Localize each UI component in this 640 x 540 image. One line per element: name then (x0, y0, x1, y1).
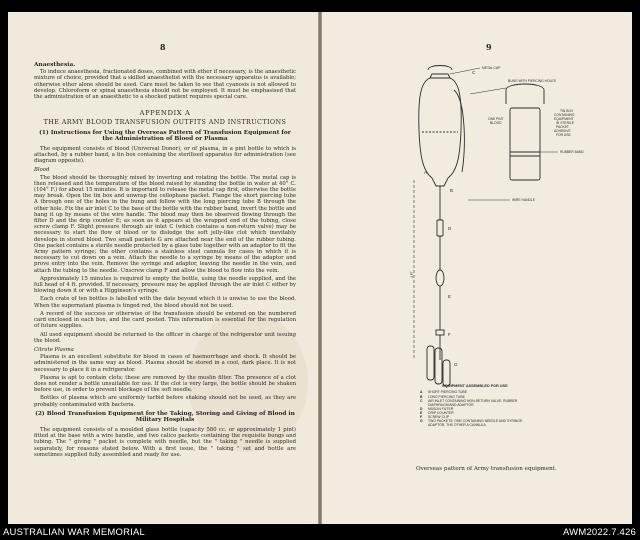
section-1-intro: The equipment consists of blood (Universal Donor), or of plasma, in a pint bottle to which is attached, by a rubber band, a tin box containing the sterilised apparatus for administration (see diagram opposite). (34, 145, 296, 165)
tin-box-shape (510, 108, 540, 180)
legend-text: DRIP COUNTER (428, 410, 454, 415)
label-letter-a: A (424, 170, 428, 175)
legend-text: SHORT PIERCING TUBE (428, 390, 468, 395)
label-letter-d: D (448, 226, 452, 231)
blood-subheading: Blood (34, 167, 50, 174)
label-letter-g: G (454, 362, 458, 367)
page-number-right: 9 (486, 42, 492, 52)
legend-title: EQUIPMENT ASSEMBLED FOR USE (442, 384, 508, 388)
legend-text: LONG PIERCING TUBE (428, 394, 465, 399)
wire-handle-top (428, 66, 452, 71)
screw-clip-f (436, 330, 444, 335)
filter-d (437, 220, 443, 236)
blood-paragraph-4: A record of the success or otherwise of the transfusion should be entered on the numbered card enclosed in each box, and the card posted. This information is essential for the regulation of future supplies. (34, 310, 296, 330)
appendix-label: APPENDIX A (139, 109, 191, 118)
anaesthesia-heading: Anaesthesia. (34, 62, 76, 68)
legend-key: B (420, 394, 423, 399)
figure-caption: Overseas pattern of Army transfusion equipment. (416, 466, 557, 472)
air-inlet-tube (454, 90, 464, 172)
legend-key: F (420, 414, 423, 419)
label-one-pint-blood: ONE PINT BLOOD (488, 117, 504, 125)
left-text-column (34, 62, 296, 460)
leader-bung (470, 88, 506, 94)
blood-paragraph-1: The blood should be thoroughly mixed by inverting and rotating the bottle. The metal cap is then released and the temperature of the blood raised by standing the bottle in water at 40° C. (104° F.) for about 15 minutes. It is important to release the metal cap first, otherwise the bottle may break. Open the tin box and unwrap the cellophane packet. Flange the short piercing tube A through one of the holes in the bung and follow with the long piercing tube B through the other hole. Fix the air inlet C to the base of the bottle with the rubber band, invert the bottle and hang it up by means of the wire handle. The blood may then be observed flowing through the filter D and the drip counter E; as soon as it appears at the wrapped end of the tubing, close screw clamp F. Slight pressure through air inlet C (which contains a non-return valve) may be necessary to start the flow of blood or to dislodge the soft jelly-like clot which inevitably develops in stored blood. Two small packets G are attached near the end of the rubber tubing. One packet contains a sterile needle protected by a glass tube together with an adaptor to fit the Army pattern syringe; the other contains a stainless steel cannula for cases in which it is necessary to cut down on a vein. Attach the needle to a syringe by means of the adaptor and prove entry into the vein. Remove the syringe and adaptor, leaving the needle in the vein, and attach the tubing to the needle. Unscrew clamp F and allow the blood to flow into the vein. (34, 174, 296, 274)
packet-g-3 (443, 360, 450, 386)
plasma-paragraph-1: Plasma is an excellent substitute for blood in cases of haemorrhage and shock. It should be administered in the same way as blood. Plasma should be stored in a cool, dark place. It is not necessary to place it in a refrigerator. (34, 354, 296, 373)
left-page (8, 12, 318, 524)
legend-row-g (420, 419, 530, 427)
transfusion-diagram (410, 60, 610, 412)
legend-text: AIR INLET CONTAINING NON-RETURN VALVE. RUBBER DIAPHRAGM AND ADAPTOR (428, 398, 518, 407)
diagram-drawing (414, 66, 558, 387)
legend-text: TWO PACKETS: ONE CONTAINING NEEDLE AND SYRINGE ADAPTOR, THE OTHER A CANNULA (428, 419, 523, 428)
legend-key: A (420, 390, 423, 395)
plasma-subheading: Citrate Plasma (34, 346, 74, 353)
footer-institution: AUSTRALIAN WAR MEMORIAL (3, 527, 146, 538)
legend-key: D (420, 406, 423, 411)
label-letter-b: B (450, 188, 454, 193)
label-letter-c: C (472, 70, 476, 75)
label-letter-e: E (448, 294, 452, 299)
page-number-left: 8 (160, 42, 166, 52)
label-bung: BUNG WITH PIERCING HOLES (508, 79, 556, 83)
right-page (322, 12, 632, 524)
label-rubber-band: RUBBER BAND (560, 150, 584, 154)
plasma-paragraph-2: Plasma is apt to contain clots; these are removed by the muslin filter. The presence of a clot does not render a bottle unsuitable for use. If the clot is very large, the bottle should be shaken before use, in order to prevent blockage of the soft needle. (34, 374, 296, 394)
label-metal-cap: METAL CAP (482, 66, 501, 70)
blood-paragraph-2: Approximately 15 minutes is required to empty the bottle, using the needle supplied, and the full head of 4 ft. provided. If necessary, pressure may be applied through the air inlet C either by blowing down it or with a Higginson's syringe. (34, 275, 296, 295)
leader-metal-cap (450, 68, 480, 74)
packet-g-2 (435, 348, 442, 384)
diagram-legend (420, 384, 530, 427)
blood-paragraph-3: Each crate of ten bottles is labelled with the date beyond which it is unwise to use the blood. When the supernatant plasma is tinged red, the blood should not be used. (34, 296, 296, 309)
plasma-paragraph-3: Bottles of plasma which are uniformly turbid before shaking should not be used, as they are probably contaminated with bacteria. (34, 395, 296, 408)
booklet-spread (8, 12, 632, 524)
metal-cap-shape (430, 74, 450, 78)
blood-paragraph-5: All used equipment should be returned to the officer in charge of the refrigerator unit issuing the blood. (34, 331, 296, 344)
appendix-title: THE ARMY BLOOD TRANSFUSION OUTFITS AND INSTRUCTIONS (43, 118, 287, 127)
section-2-paragraph: The equipment consists of a moulded glass bottle (capacity 580 cc. or approximately 1 pint) fitted at the base with a wire handle, and two calico packets containing the requisite bungs and tubing. The " giving " packet is complete with needle, but the " taking " needle is supplied separately, for reasons stated below. With a first issue, the " taking " set and bottle are sometimes supplied fully assembled and ready for use. (34, 426, 296, 458)
packet-g-1 (427, 346, 434, 380)
footer-accession-number: AWM2022.7.426 (562, 527, 636, 538)
drip-counter-e (436, 270, 444, 286)
section-2-title: (2) Blood Transfusion Equipment for the Taking, Storing and Giving of Blood in Military Hospitals (35, 410, 295, 424)
label-letter-f: F (448, 332, 451, 337)
label-wire-handle: WIRE HANDLE (512, 198, 535, 202)
label-tin-box: TIN BOX CONTAINING EQUIPMENT IN STERILE PACKET. ADHESIVE FOR USE. (554, 109, 575, 137)
section-1-title: (1) Instructions for Using the Overseas Pattern of Transfusion Equipment for the Administration of Blood or Plasma (39, 129, 291, 143)
anaesthesia-paragraph: To induce anaesthesia, fractionated doses, combined with ether if necessary, is the anaesthetic mixture of choice, provided that a skilled anaesthetist with the necessary apparatus is available; otherwise ether alone should be used. Care must be taken to see that cyanosis is not allowed to develop. Chloroform or spinal anaesthesia should not be employed. It must be emphasised that the administration of an anaesthetic to a shocked patient requires special care. (34, 69, 296, 101)
legend-key: G (420, 419, 423, 424)
legend-text: MUSLIN FILTER (428, 406, 454, 411)
tin-box-handle (506, 84, 544, 104)
legend-row-c (420, 399, 530, 407)
legend-key: E (420, 410, 423, 415)
legend-key: C (420, 398, 423, 403)
label-height: 4 FT (410, 271, 414, 278)
legend-text: SCREW CLIP (428, 414, 450, 419)
